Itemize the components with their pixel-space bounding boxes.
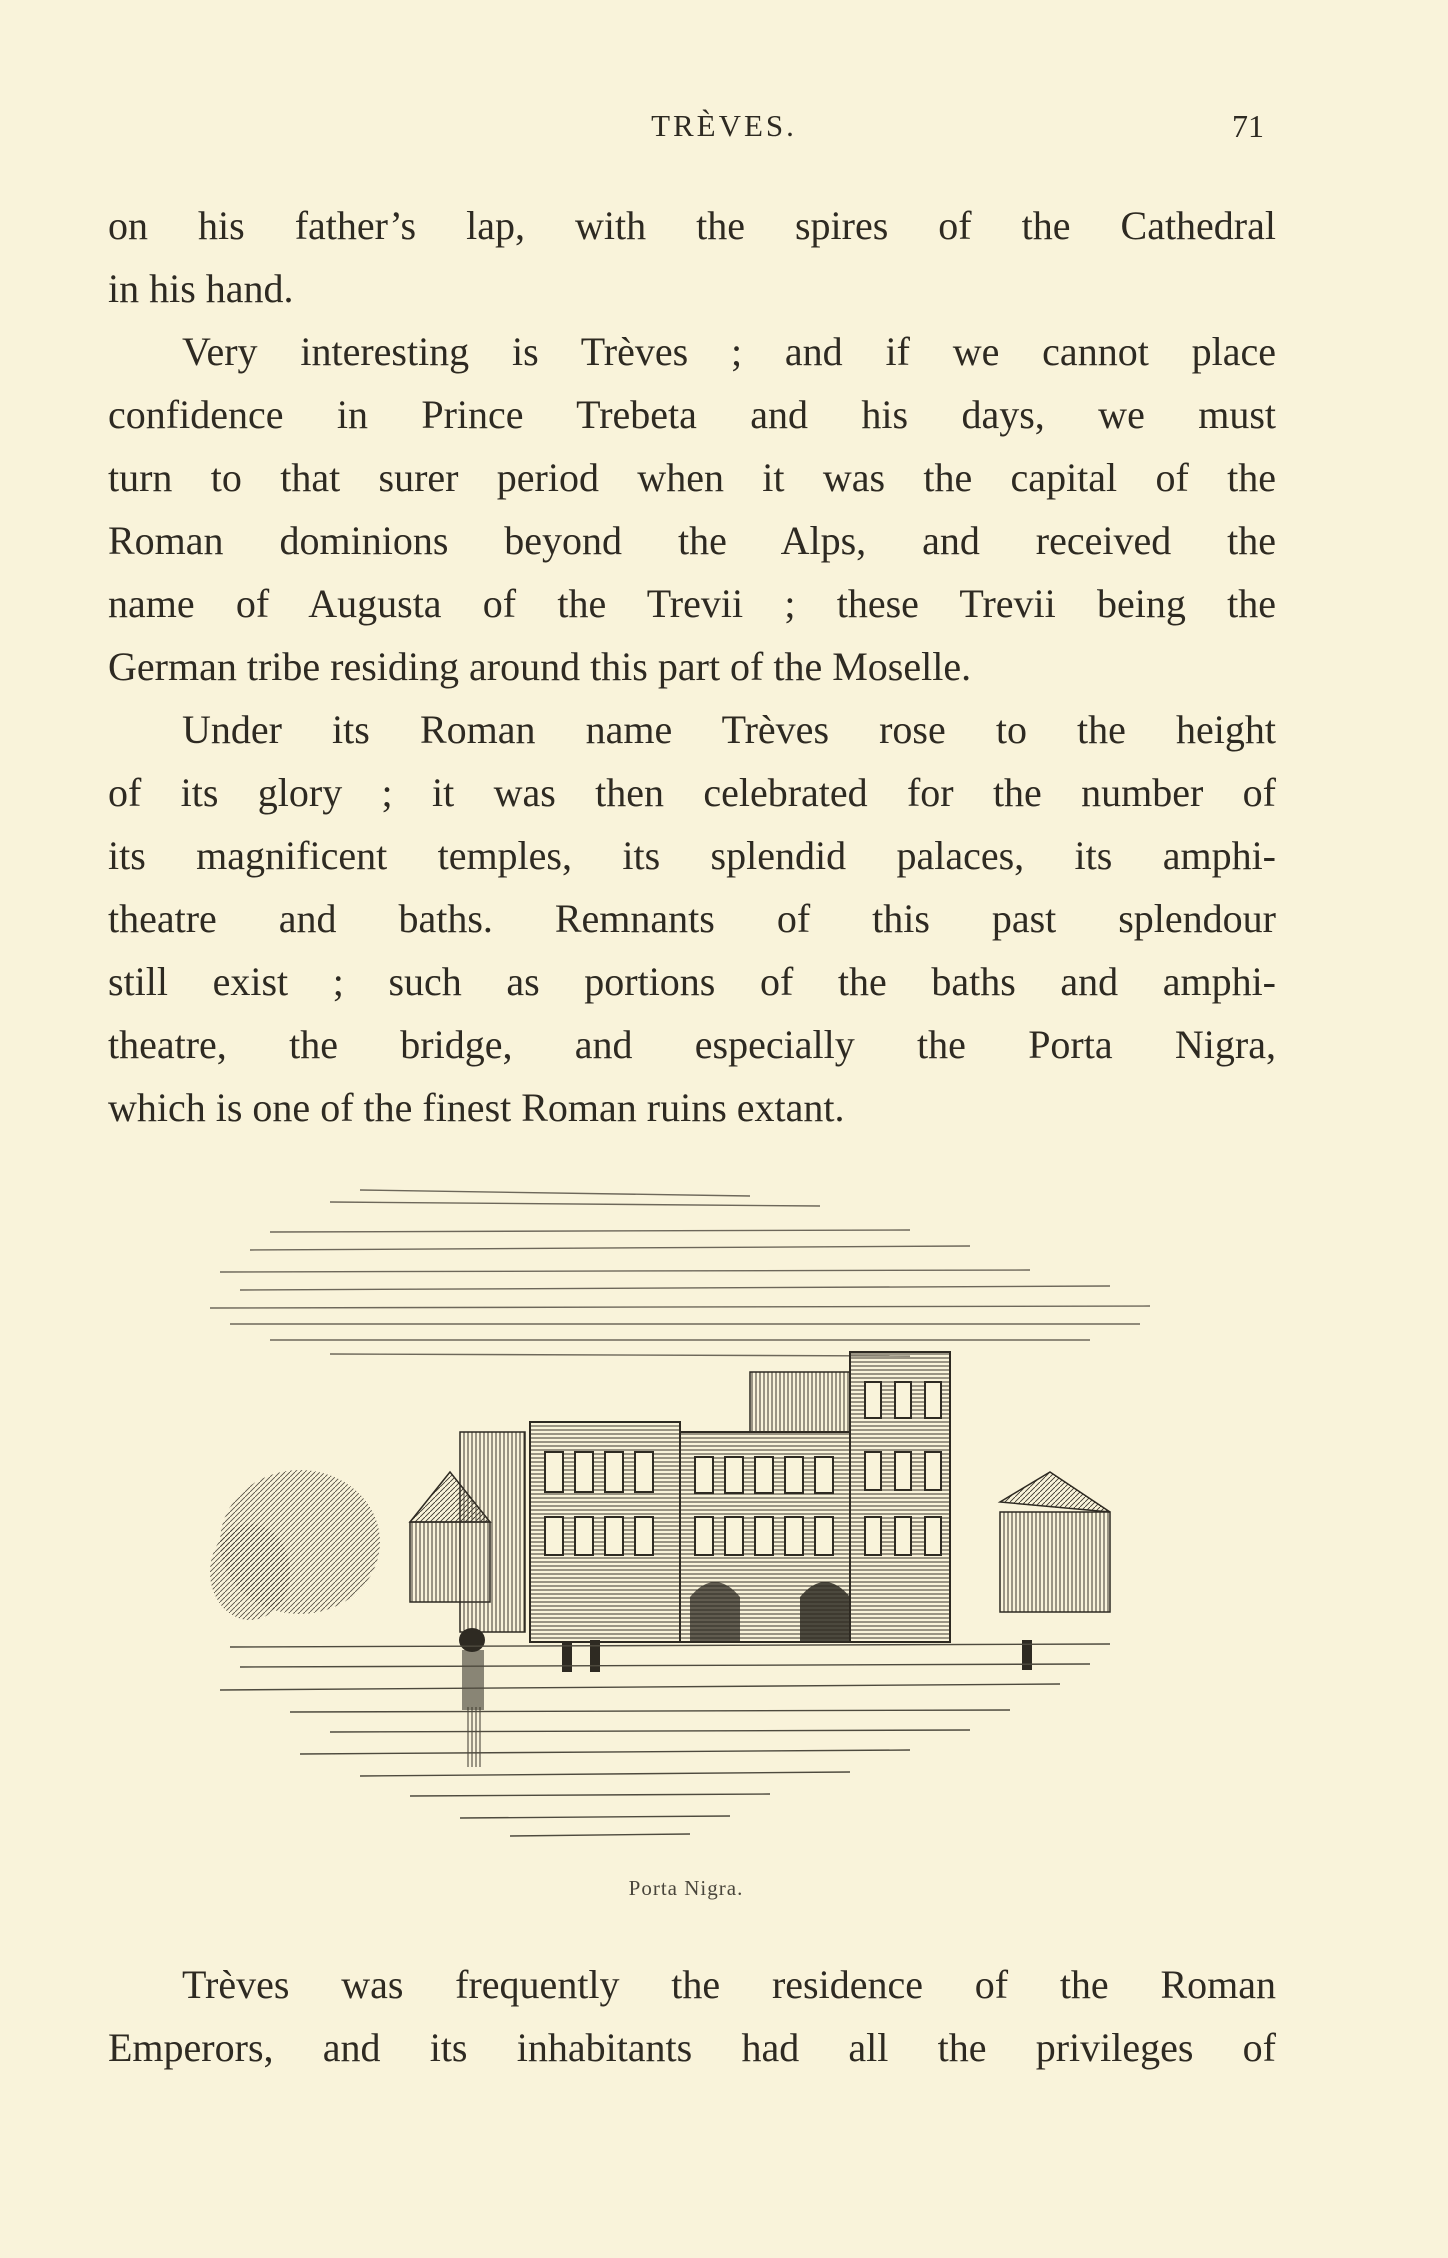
ground-hatching xyxy=(220,1644,1110,1836)
text-line: theatre, the bridge, and especially the Porta Nigra, xyxy=(108,1022,1276,1067)
human-figures xyxy=(459,1628,1032,1767)
text-line: Under its Roman name Trèves rose to the height xyxy=(182,707,1276,752)
building-right xyxy=(1000,1472,1110,1612)
page-number: 71 xyxy=(1232,108,1264,144)
porta-nigra-engraving xyxy=(210,1172,1170,1862)
text-line: turn to that surer period when it was the capital of the xyxy=(108,455,1276,500)
running-head xyxy=(0,108,1448,148)
engraving-illustration xyxy=(210,1172,1170,1862)
body-text-bottom xyxy=(108,1953,1276,2079)
text-line: still exist ; such as portions of the baths and amphi- xyxy=(108,959,1276,1004)
trees-left xyxy=(210,1470,380,1620)
gate-structure xyxy=(460,1352,950,1642)
sky-hatching xyxy=(210,1190,1150,1356)
text-line: Emperors, and its inhabitants had all the privileges of xyxy=(108,2025,1276,2070)
text-line: confidence in Prince Trebeta and his days, we must xyxy=(108,392,1276,437)
text-line: in his hand. xyxy=(108,266,294,311)
body-text-top xyxy=(108,194,1276,1139)
text-line: German tribe residing around this part of the Moselle. xyxy=(108,644,972,689)
text-line: theatre and baths. Remnants of this past splendour xyxy=(108,896,1276,941)
text-line: Very interesting is Trèves ; and if we cannot place xyxy=(182,329,1276,374)
text-line: Roman dominions beyond the Alps, and received the xyxy=(108,518,1276,563)
text-line: name of Augusta of the Trevii ; these Trevii being the xyxy=(108,581,1276,626)
text-line: of its glory ; it was then celebrated for the number of xyxy=(108,770,1276,815)
text-line: Trèves was frequently the residence of the Roman xyxy=(182,1962,1276,2007)
figure-caption: Porta Nigra. xyxy=(628,1876,744,1900)
text-line: its magnificent temples, its splendid palaces, its amphi- xyxy=(108,833,1276,878)
text-line: on his father’s lap, with the spires of the Cathedral xyxy=(108,203,1276,248)
text-line: which is one of the finest Roman ruins extant. xyxy=(108,1085,845,1130)
running-title: TRÈVES. xyxy=(651,108,797,143)
